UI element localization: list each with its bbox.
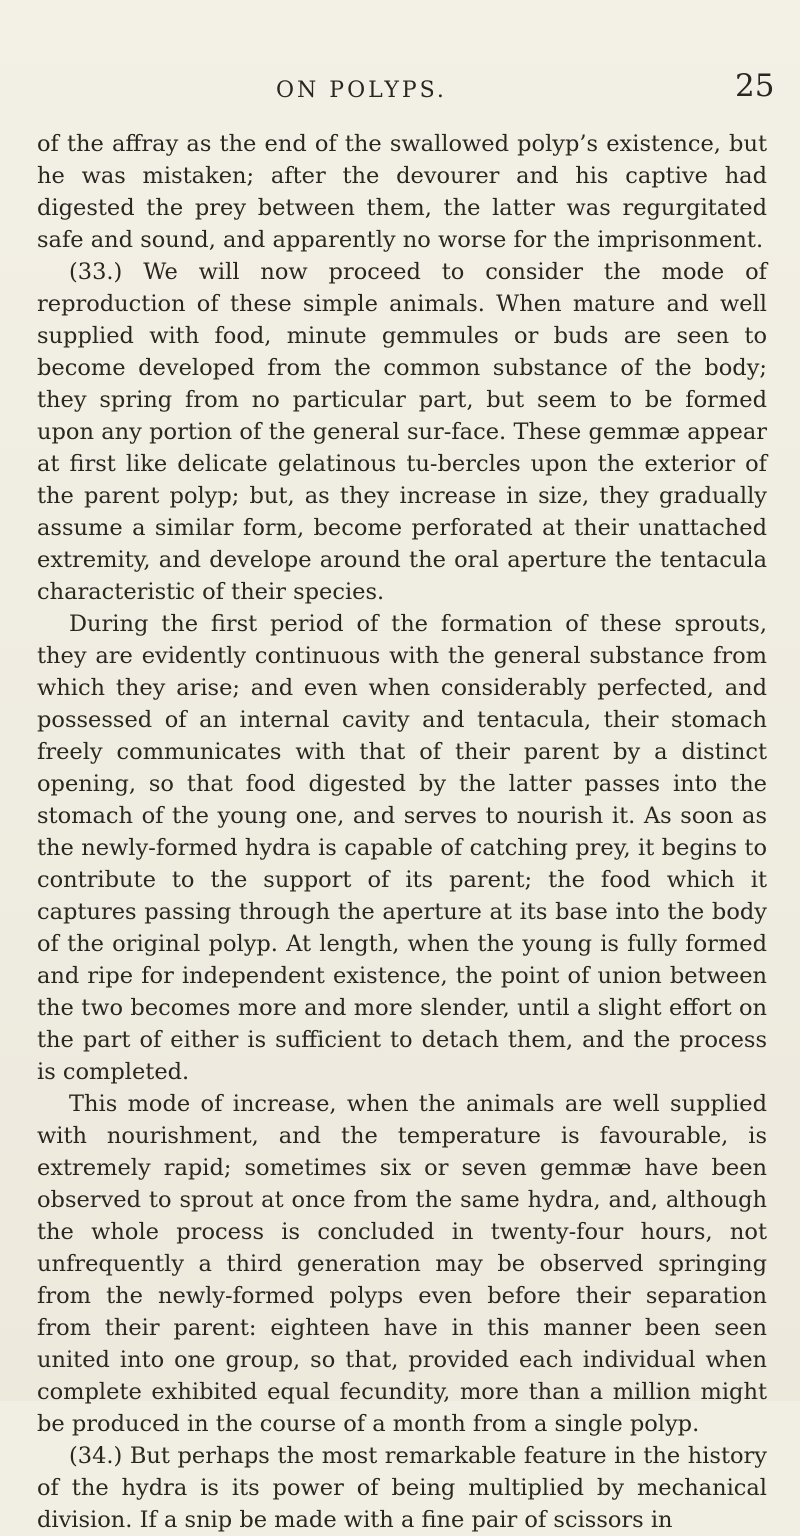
paragraph: This mode of increase, when the animals are well supplied with nourishment, and the temperature is favourable, is extremely rapid; sometimes six or seven gemmæ have been observed to sprout at once from the same hydra, and, although the whole process is concluded in twenty-four hours, not unfrequently a third generation may be observed springing from the newly-formed polyps even before their separation from their parent: eighteen have in this manner been seen united into one group, so that, provided each individual when complete exhibited equal fecundity, more than a million might be produced in the course of a month from a single polyp. [37, 1091, 767, 1437]
page-number: 25 [735, 68, 775, 104]
paragraph: (34.) But perhaps the most remarkable feature in the history of the hydra is its power of being multiplied by mechanical division. If a snip be made with a fine pair of scissors in [37, 1443, 767, 1533]
paragraph: of the affray as the end of the swallowed polyp’s existence, but he was mistaken; after the devourer and his captive had digested the prey between them, the latter was regurgitated safe and sound, and apparently no worse for the imprisonment. [37, 131, 767, 253]
paragraph: (33.) We will now proceed to consider the mode of reproduction of these simple animals. When mature and well supplied with food, minute gemmules or buds are seen to become developed from the common substance of the body; they spring from no particular part, but seem to be formed upon any portion of the general sur-face. These gemmæ appear at first like delicate gelatinous tu-bercles upon the exterior of the parent polyp; but, as they increase in size, they gradually assume a similar form, become perforated at their unattached extremity, and develope around the oral aperture the tentacula characteristic of their species. [37, 259, 767, 605]
paragraph: During the first period of the formation of these sprouts, they are evidently continuous with the general substance from which they arise; and even when considerably perfected, and possessed of an internal cavity and tentacula, their stomach freely communicates with that of their parent by a distinct opening, so that food digested by the latter passes into the stomach of the young one, and serves to nourish it. As soon as the newly-formed hydra is capable of catching prey, it begins to contribute to the support of its parent; the food which it captures passing through the aperture at its base into the body of the original polyp. At length, when the young is fully formed and ripe for independent existence, the point of union between the two becomes more and more slender, until a slight effort on the part of either is sufficient to detach them, and the process is completed. [37, 611, 767, 1085]
running-title: ON POLYPS. [276, 78, 447, 103]
body-text [37, 128, 767, 1536]
page-header [0, 68, 800, 108]
